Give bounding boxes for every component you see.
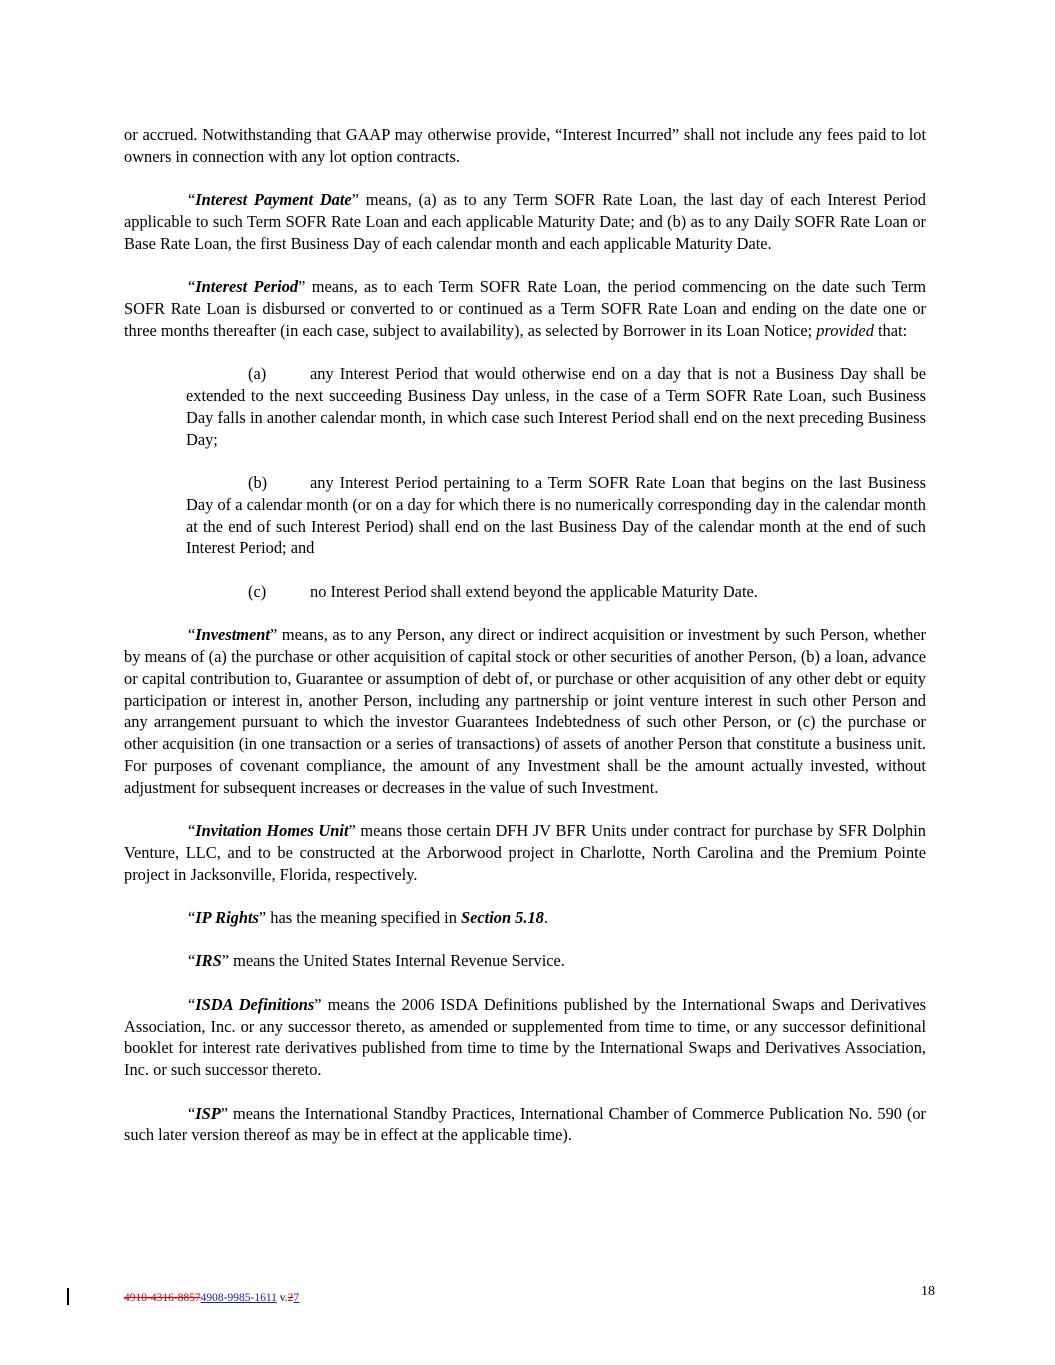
definition-text: ” means the 2006 ISDA Definitions published by the International Swaps and Derivatives Association, Inc. or any successor thereto, as amended or supplemented from time to time, or any successor definitional booklet for interest rate derivatives published from time to time by the International Swaps and Derivatives Association, Inc. or such successor thereto. [124, 994, 926, 1080]
clause-text: any Interest Period that would otherwise end on a day that is not a Business Day shall be extended to the next succeeding Business Day unless, in the case of a Term SOFR Rate Loan, such Business Day falls in another calendar month, in which case such Interest Period shall end on the next preceding Business Day; [186, 364, 926, 449]
clause-c [186, 581, 926, 603]
definition-text: ” means, as to any Person, any direct or indirect acquisition or investment by such Person, whether by means of (a) the purchase or other acquisition of capital stock or other securities of another Person, (b) a loan, advance or capital contribution to, Guarantee or assumption of debt of, or purchase or other acquisition of any other debt or equity participation or interest in, another Person, including any partnership or joint venture interest in such other Person and any arrangement pursuant to which the investor Guarantees Indebtedness of such other Person, or (c) the purchase or other acquisition (in one transaction or a series of transactions) of assets of another Person that constitute a business unit. For purposes of covenant compliance, the amount of any Investment shall be the amount actually invested, without adjustment for subsequent increases or decreases in the value of such Investment. [124, 625, 926, 797]
section-reference: Section 5.18 [461, 908, 544, 928]
page-number: 18 [921, 1284, 935, 1299]
definition-text: ” has the meaning specified in [258, 908, 461, 928]
deleted-version: 2 [287, 1292, 294, 1304]
defined-term: ISDA Definitions [195, 994, 315, 1014]
definition-text: ” means, (a) as to any Term SOFR Rate Loan, the last day of each Interest Period applicable to such Term SOFR Rate Loan and each applicable Maturity Date; and (b) as to any Daily SOFR Rate Loan or Base Rate Loan, the first Business Day of each calendar month and each applicable Maturity Date. [124, 190, 926, 253]
open-quote: “ [188, 625, 196, 645]
defined-term: Interest Payment Date [195, 190, 352, 210]
defined-term: ISP [195, 1103, 221, 1123]
clause-label: (c) [248, 581, 267, 601]
open-quote: “ [188, 994, 196, 1014]
definition-tail: that: [873, 320, 908, 340]
document-body [124, 124, 926, 1168]
clause-label: (b) [248, 472, 268, 492]
definition-investment [124, 624, 926, 798]
defined-term: Invitation Homes Unit [195, 821, 349, 841]
paragraph-continuation: or accrued. Notwithstanding that GAAP may otherwise provide, “Interest Incurred” shall not include any fees paid to lot owners in connection with any lot option contracts. [124, 125, 926, 166]
open-quote: “ [188, 1103, 196, 1123]
provided-word: provided [816, 320, 874, 340]
open-quote: “ [188, 277, 196, 297]
deleted-doc-id: 4910-4316-8857 [124, 1292, 201, 1304]
inserted-version: 7 [293, 1292, 300, 1304]
clause-text: no Interest Period shall extend beyond the applicable Maturity Date. [310, 581, 758, 601]
open-quote: “ [188, 821, 196, 841]
definition-text: ” means, as to each Term SOFR Rate Loan, the period commencing on the date such Term SOFR Rate Loan is disbursed or converted to or continued as a Term SOFR Rate Loan and ending on the date one or three months thereafter (in each case, subject to availability), as selected by Borrower in its Loan Notice; [124, 277, 926, 340]
defined-term: Interest Period [195, 277, 299, 297]
open-quote: “ [188, 951, 196, 971]
clause-label: (a) [248, 364, 267, 384]
definition-isda-definitions [124, 994, 926, 1081]
definition-isp [124, 1103, 926, 1147]
inserted-doc-id: 4908-9985-1611 [200, 1292, 277, 1304]
clause-text: any Interest Period pertaining to a Term SOFR Rate Loan that begins on the last Business Day of a calendar month (or on a day for which there is no numerically corresponding day in the calendar month at the end of such Interest Period) shall end on the last Business Day of the calendar month at the end of such Interest Period; and [186, 472, 926, 558]
change-bar [67, 1288, 69, 1305]
clause-a [186, 363, 926, 450]
defined-term: IP Rights [195, 908, 259, 928]
definition-ip-rights [124, 907, 926, 929]
open-quote: “ [188, 908, 196, 928]
definition-invitation-homes-unit [124, 820, 926, 885]
definition-text: ” means the International Standby Practices, International Chamber of Commerce Publication No. 590 (or such later version thereof as may be in effect at the applicable time). [124, 1103, 926, 1145]
definition-text: ” means those certain DFH JV BFR Units under contract for purchase by SFR Dolphin Venture, LLC, and to be constructed at the Arborwood project in Charlotte, North Carolina and the Premium Pointe project in Jacksonville, Florida, respectively. [124, 821, 926, 884]
definition-interest-payment-date [124, 189, 926, 254]
document-id-footer [124, 1292, 299, 1304]
version-prefix: v. [276, 1292, 288, 1304]
definition-text: ” means the United States Internal Revenue Service. [221, 951, 565, 971]
open-quote: “ [188, 190, 196, 210]
definition-irs [124, 950, 926, 972]
clause-b [186, 472, 926, 559]
defined-term: Investment [195, 625, 270, 645]
definition-interest-period [124, 276, 926, 341]
defined-term: IRS [195, 951, 222, 971]
definition-tail: . [543, 908, 548, 928]
